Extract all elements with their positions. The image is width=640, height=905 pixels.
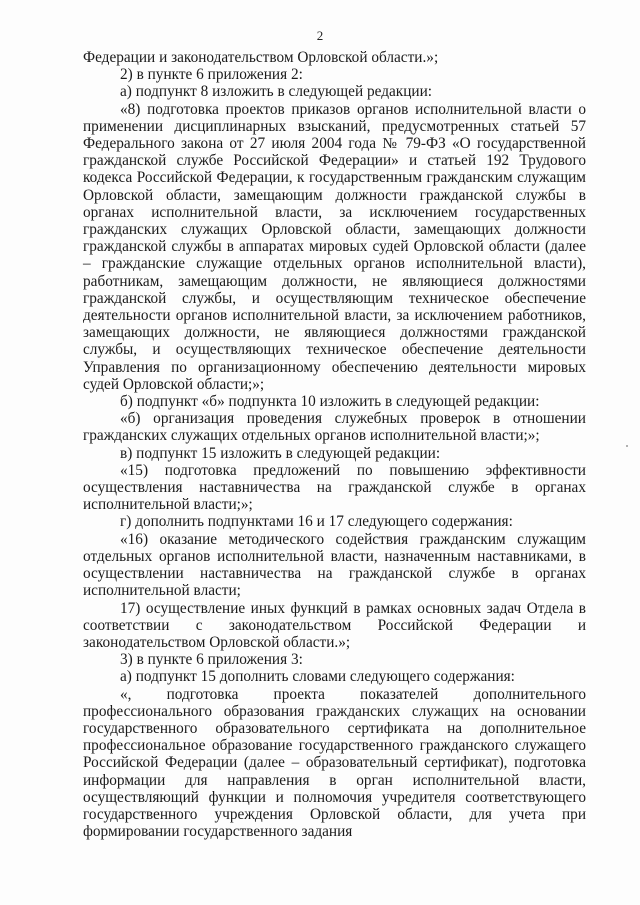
page-number: 2 <box>316 28 324 43</box>
paragraph-10: «16) оказание методического содействия гражданским служащим отдельных органов исполнительной власти, назначенным наставниками, в осуществлении наставничества на гражданской службе в органах исполнительной власти; <box>83 530 586 600</box>
paragraph-3: а) подпункт 8 изложить в следующей редакции: <box>120 83 433 101</box>
document-body <box>83 49 586 840</box>
paragraph-12: 3) в пункте 6 приложения 3: <box>120 651 303 669</box>
paragraph-5: б) подпункт «б» подпункта 10 изложить в следующей редакции: <box>120 393 540 411</box>
paragraph-6: «б) организация проведения служебных проверок в отношении гражданских служащих отдельных органов исполнительной власти;»; <box>83 410 586 445</box>
paragraph-8: «15) подготовка предложений по повышению эффективности осуществления наставничества на гражданской службе в органах исполнительной власти;»; <box>83 461 586 514</box>
paragraph-4: «8) подготовка проектов приказов органов исполнительной власти о применении дисциплинарных взысканий, предусмотренных статьей 57 Федерального закона от 27 июля 2004 года № 79-ФЗ «О государственной гражданской службе Российской Федерации» и статьей 192 Трудового кодекса Российской Федерации, к государственным гражданским служащим Орловской области, замещающим должности гражданской службы в органах исполнительной власти, за исключением государственных гражданских служащих Орловской области, замещающих должности гражданской службы в аппаратах мировых судей Орловской области (далее – гражданские служащие отдельных органов исполнительной власти), работникам, замещающим должности, не являющиеся должностями гражданской службы, и осуществляющим техническое обеспечение деятельности органов исполнительной власти, за исключением работников, замещающих должности, не являющиеся должностями гражданской службы, и осуществляющих техническое обеспечение деятельности Управления по организационному обеспечению деятельности мировых судей Орловской области;»; <box>83 100 586 393</box>
scan-artifact-dot <box>626 445 628 447</box>
paragraph-2: 2) в пункте 6 приложения 2: <box>120 66 303 84</box>
paragraph-14: «, подготовка проекта показателей дополнительного профессионального образования гражданских служащих на основании государственного образовательного сертификата на дополнительное профессиональное образование государственного гражданского служащего Российской Федерации (далее – образовательный сертификат), подготовка информации для направления в орган исполнительной власти, осуществляющий функции и полномочия учредителя соответствующего государственного учреждения Орловской области, для учета при формировании государственного задания <box>83 685 586 841</box>
paragraph-1: Федерации и законодательством Орловской области.»; <box>83 49 439 66</box>
paragraph-11: 17) осуществление иных функций в рамках основных задач Отдела в соответствии с законодательством Российской Федерации и законодательством Орловской области.»; <box>83 599 586 651</box>
paragraph-7: в) подпункт 15 изложить в следующей редакции: <box>120 444 441 462</box>
paragraph-13: а) подпункт 15 дополнить словами следующего содержания: <box>120 668 515 686</box>
paragraph-9: г) дополнить подпунктами 16 и 17 следующего содержания: <box>120 513 513 531</box>
